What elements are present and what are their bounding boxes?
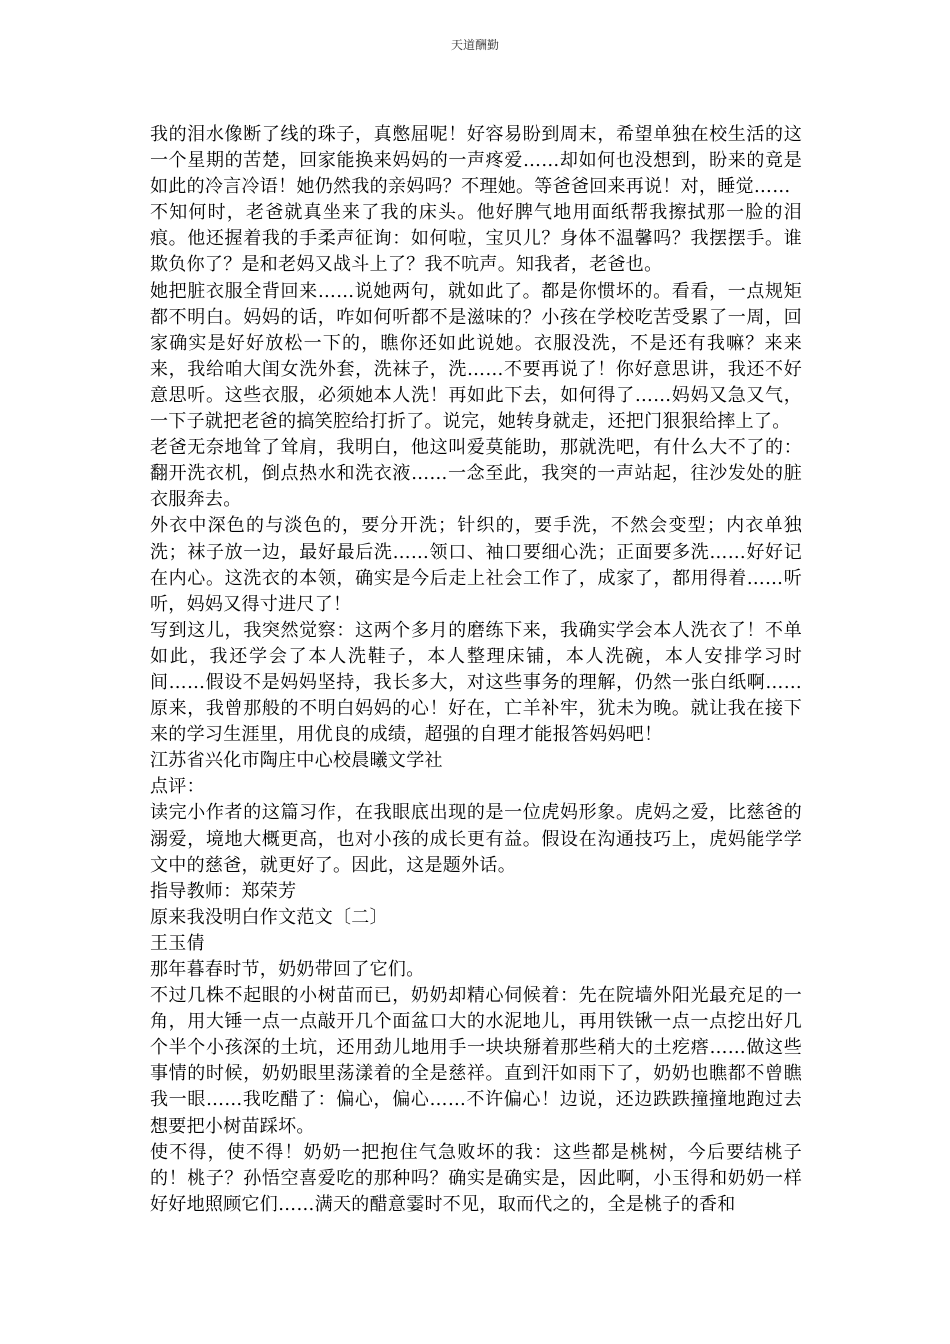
document-body <box>150 122 802 1218</box>
essay-title: 原来我没明白作文范文〔二〕 <box>150 906 388 928</box>
paragraph: 我的泪水像断了线的珠子，真憋屈呢！好容易盼到周末，希望单独在校生活的这一个星期的苦楚，回家能换来妈妈的一声疼爱……却如何也没想到，盼来的竟是如此的冷言冷语！她仍然我的亲妈吗？不理她。等爸爸回来再说！对，睡觉…… <box>150 124 802 198</box>
paragraph: 那年暮春时节，奶奶带回了它们。 <box>150 959 425 980</box>
paragraph: 不知何时，老爸就真坐来了我的床头。他好脾气地用面纸帮我擦拭那一脸的泪痕。他还握着我的手柔声征询：如何啦，宝贝儿？身体不温馨吗？我摆摆手。谁欺负你了？是和老妈又战斗上了？我不吭声。知我者，老爸也。 <box>150 202 802 276</box>
paragraph: 写到这儿，我突然觉察：这两个多月的磨练下来，我确实学会本人洗衣了！不单如此，我还学会了本人洗鞋子，本人整理床铺，本人洗碗，本人安排学习时间……假设不是妈妈坚持，我长多大，对这些事务的理解，仍然一张白纸啊……原来，我曾那般的不明白妈妈的心！好在，亡羊补牢，犹未为晚。就让我在接下来的学习生涯里，用优良的成绩，超强的自理才能报答妈妈吧！ <box>150 619 802 746</box>
review-paragraph: 读完小作者的这篇习作，在我眼底出现的是一位虎妈形象。虎妈之爱，比慈爸的溺爱，境地大概更高，也对小孩的成长更有益。假设在沟通技巧上，虎妈能学学文中的慈爸，就更好了。因此，这是题外话。 <box>150 802 802 876</box>
review-heading: 点评： <box>150 776 205 798</box>
paragraph: 外衣中深色的与淡色的，要分开洗；针织的，要手洗，不然会变型；内衣单独洗；袜子放一边，最好最后洗……领口、袖口要细心洗；正面要多洗……好好记在内心。这洗衣的本领，确实是今后走上社会工作了，成家了，都用得着……听听，妈妈又得寸进尺了！ <box>150 515 802 615</box>
author-name: 王玉倩 <box>150 932 205 954</box>
organization-line: 江苏省兴化市陶庄中心校晨曦文学社 <box>150 750 443 772</box>
page-header: 天道酬勤 <box>450 38 499 52</box>
paragraph: 使不得，使不得！奶奶一把抱住气急败坏的我：这些都是桃树，今后要结桃子的！桃子？孙悟空喜爱吃的那种吗？确实是确实是，因此啊，小玉得和奶奶一样好好地照顾它们……满天的醋意霎时不见，取而代之的，全是桃子的香和 <box>150 1141 802 1215</box>
instructor-line: 指导教师：郑荣芳 <box>150 880 297 902</box>
paragraph: 她把脏衣服全背回来……说她两句，就如此了。都是你惯坏的。看看，一点规矩都不明白。妈妈的话，咋如何听都不是滋味的？小孩在学校吃苦受累了一周，回家确实是好好放松一下的，瞧你还如此说她。衣服没洗，不是还有我嘛？来来来，我给咱大闺女洗外套，洗袜子，洗……不要再说了！你好意思讲，我还不好意思听。这些衣服，必须她本人洗！再如此下去，如何得了……妈妈又急又气，一下子就把老爸的搞笑腔给打折了。说完，她转身就走，还把门狠狠给摔上了。 <box>150 280 802 433</box>
paragraph: 老爸无奈地耸了耸肩，我明白，他这叫爱莫能助，那就洗吧，有什么大不了的：翻开洗衣机，倒点热水和洗衣液……一念至此，我突的一声站起，往沙发处的脏衣服奔去。 <box>150 437 802 511</box>
paragraph: 不过几株不起眼的小树苗而已，奶奶却精心伺候着：先在院墙外阳光最充足的一角，用大锤一点一点敲开几个面盆口大的水泥地儿，再用铁锹一点一点挖出好几个半个小孩深的土坑，还用劲儿地用手一块块掰着那些稍大的土疙瘩……做这些事情的时候，奶奶眼里荡漾着的全是慈祥。直到汗如雨下了，奶奶也瞧都不曾瞧我一眼……我吃醋了：偏心，偏心……不许偏心！边说，还边跌跌撞撞地跑过去想要把小树苗踩坏。 <box>150 985 802 1137</box>
